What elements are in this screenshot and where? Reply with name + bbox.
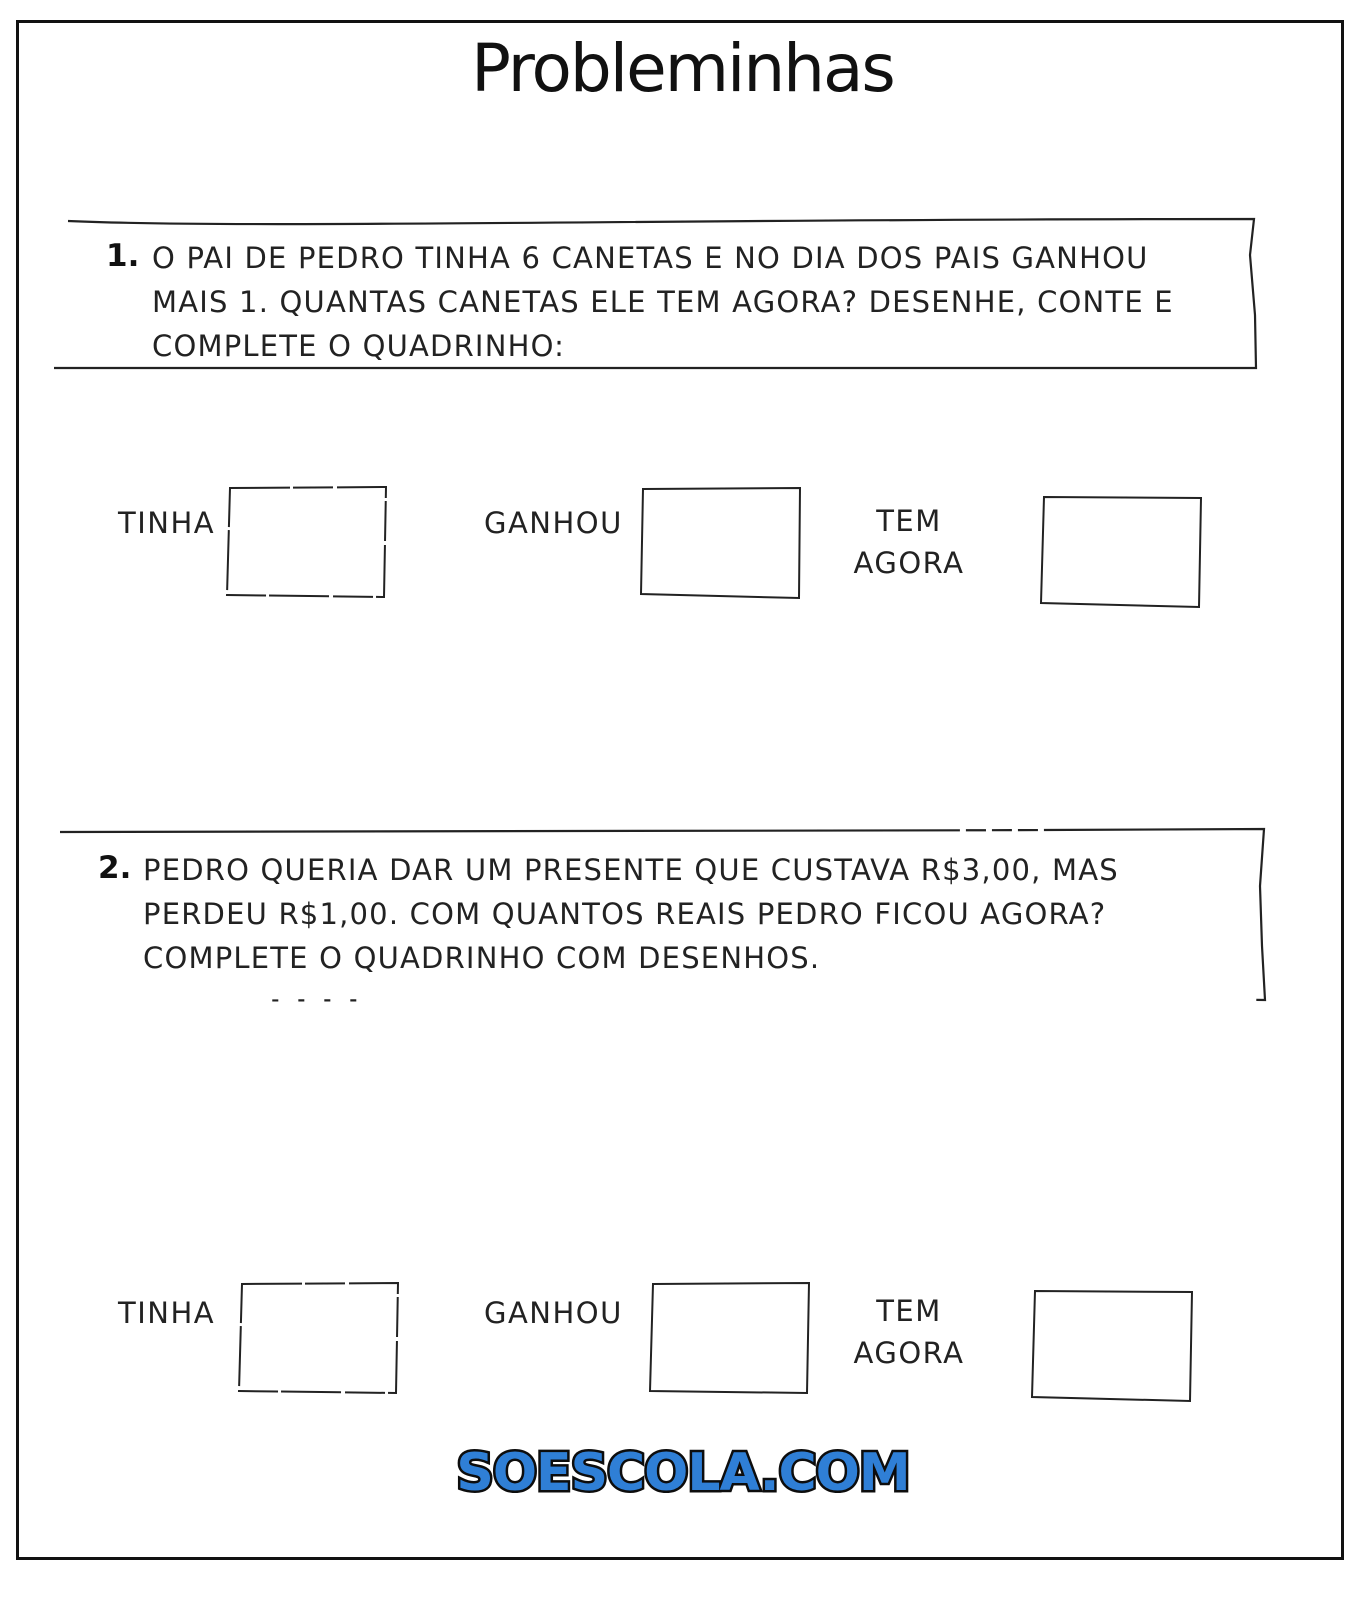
q2-label-gained: GANHOU bbox=[484, 1296, 623, 1330]
q2-label-has-now bbox=[848, 1290, 970, 1374]
q2-answer-box-had[interactable] bbox=[236, 1281, 402, 1397]
question-1-line-2: MAIS 1. QUANTAS CANETAS ELE TEM AGORA? DESENHE, CONTE E bbox=[152, 285, 1174, 319]
q2-label-had: TINHA bbox=[118, 1296, 216, 1330]
question-2-number: 2. bbox=[98, 850, 132, 886]
question-1-line-3: COMPLETE O QUADRINHO: bbox=[152, 329, 566, 363]
q2-label-has-now-line-1: TEM bbox=[876, 1294, 942, 1328]
page-title: Probleminhas bbox=[471, 30, 894, 107]
soescola-logo bbox=[0, 1440, 1365, 1510]
q1-label-has-now-line-1: TEM bbox=[876, 504, 942, 538]
q1-label-had: TINHA bbox=[118, 506, 216, 540]
question-2-line-2: PERDEU R$1,00. COM QUANTOS REAIS PEDRO FICOU AGORA? bbox=[143, 897, 1107, 931]
question-2-line-3: COMPLETE O QUADRINHO COM DESENHOS. bbox=[143, 941, 821, 975]
q2-answer-box-has-now[interactable] bbox=[1029, 1288, 1195, 1404]
question-1-text bbox=[152, 236, 1174, 368]
question-2-text bbox=[143, 848, 1119, 980]
q2-answer-box-gained[interactable] bbox=[647, 1281, 813, 1397]
soescola-logo-wordmark bbox=[453, 1440, 913, 1506]
q1-answer-box-gained[interactable] bbox=[638, 486, 804, 602]
question-1-line-1: O PAI DE PEDRO TINHA 6 CANETAS E NO DIA DOS PAIS GANHOU bbox=[152, 241, 1149, 275]
q1-label-has-now-line-2: AGORA bbox=[853, 546, 965, 580]
q2-label-has-now-line-2: AGORA bbox=[853, 1336, 965, 1370]
question-1-number: 1. bbox=[106, 238, 140, 274]
q1-label-gained: GANHOU bbox=[484, 506, 623, 540]
logo-text: SOESCOLA.COM bbox=[455, 1443, 910, 1503]
q1-label-has-now bbox=[848, 500, 970, 584]
q1-answer-box-had[interactable] bbox=[224, 485, 390, 601]
q1-answer-box-has-now[interactable] bbox=[1038, 494, 1204, 610]
question-2-line-1: PEDRO QUERIA DAR UM PRESENTE QUE CUSTAVA R$3,00, MAS bbox=[143, 853, 1119, 887]
